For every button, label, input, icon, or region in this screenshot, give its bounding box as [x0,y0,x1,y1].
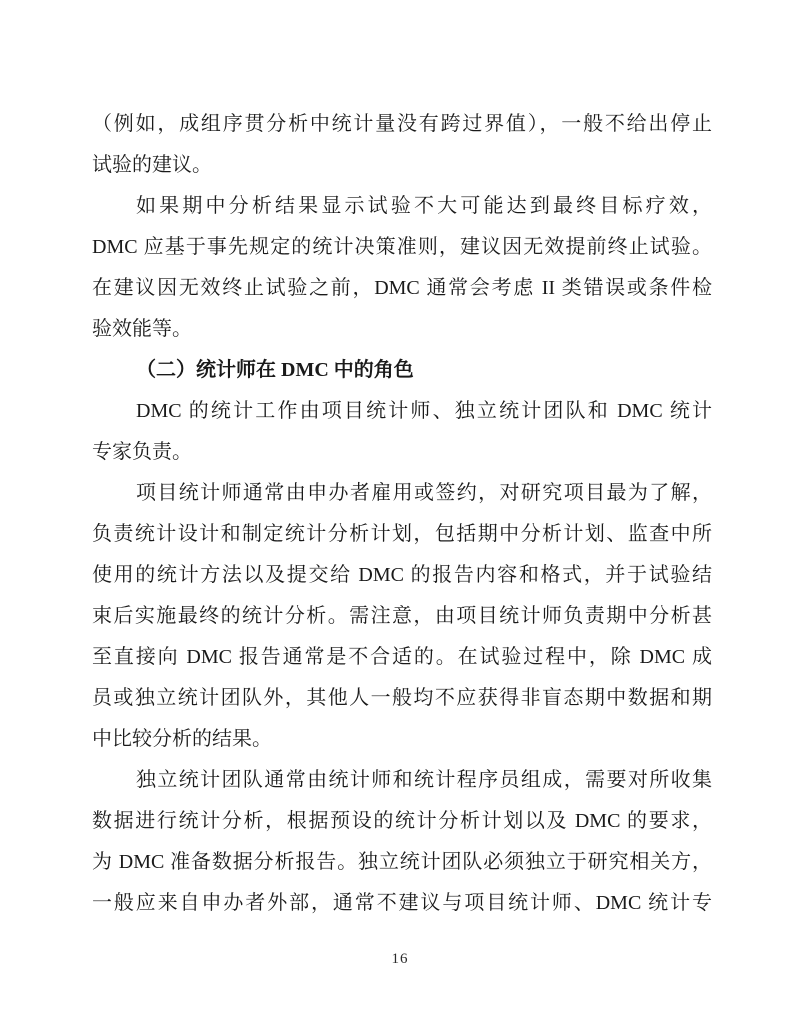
section-heading: （二）统计师在 DMC 中的角色 [136,359,414,381]
text-line: （例如，成组序贯分析中统计量没有跨过界值），一般不给出停止 [92,113,712,135]
text-line: 至直接向 DMC 报告通常是不合适的。在试验过程中，除 DMC 成 [92,646,712,668]
text-line: 验效能等。 [92,318,192,340]
text-line: 专家负责。 [92,441,192,463]
text-line: 数据进行统计分析，根据预设的统计分析计划以及 DMC 的要求， [92,810,712,832]
text-line: 在建议因无效终止试验之前，DMC 通常会考虑 II 类错误或条件检 [92,277,712,299]
text-line: 束后实施最终的统计分析。需注意，由项目统计师负责期中分析甚 [92,605,712,627]
text-line: 试验的建议。 [92,154,212,176]
text-line: 独立统计团队通常由统计师和统计程序员组成，需要对所收集 [136,769,712,791]
text-line: 一般应来自申办者外部，通常不建议与项目统计师、DMC 统计专 [92,892,712,914]
text-line: 为 DMC 准备数据分析报告。独立统计团队必须独立于研究相关方， [92,851,712,873]
text-line: 使用的统计方法以及提交给 DMC 的报告内容和格式，并于试验结 [92,564,712,586]
text-line: 负责统计设计和制定统计分析计划，包括期中分析计划、监查中所 [92,523,712,545]
text-line: 如果期中分析结果显示试验不大可能达到最终目标疗效， [136,195,712,217]
text-line: DMC 的统计工作由项目统计师、独立统计团队和 DMC 统计 [136,400,712,422]
text-line: 员或独立统计团队外，其他人一般均不应获得非盲态期中数据和期 [92,687,712,709]
page-number: 16 [391,951,409,967]
text-line: 中比较分析的结果。 [92,728,272,750]
text-line: DMC 应基于事先规定的统计决策准则，建议因无效提前终止试验。 [92,236,712,258]
text-block [92,104,712,924]
text-line: 项目统计师通常由申办者雇用或签约，对研究项目最为了解， [136,482,712,504]
